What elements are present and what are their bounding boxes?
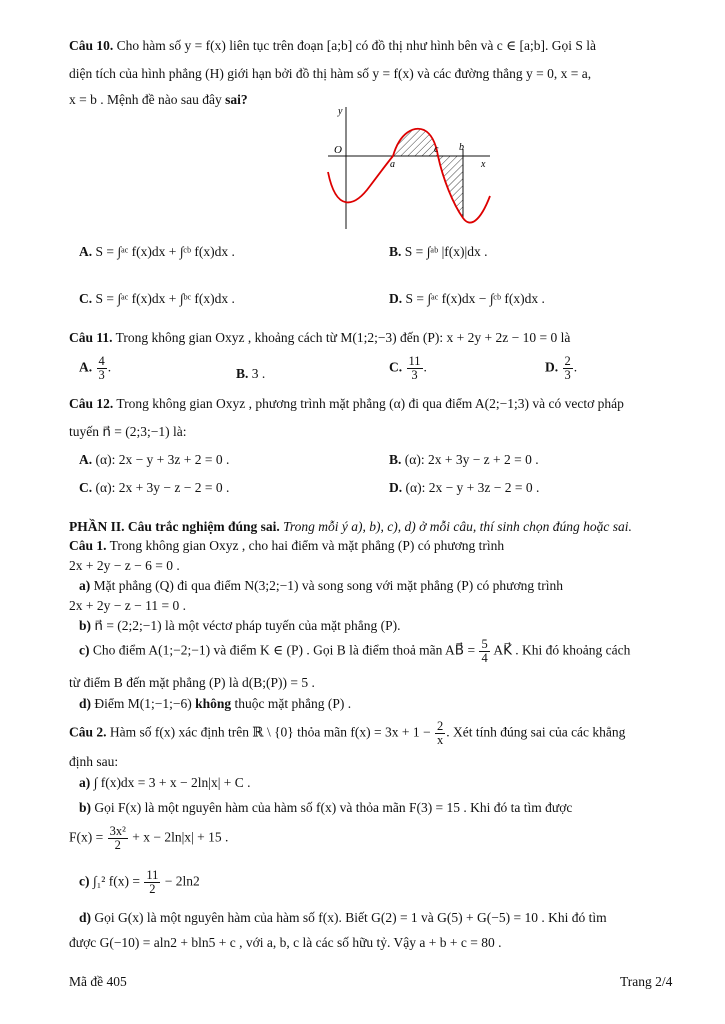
p2q1-stem [69,538,504,554]
p2q1-d-text-pre: Điểm M(1;−1;−6) [94,696,196,711]
q11-d-den: 3 [564,368,571,383]
q10-option-a[interactable] [79,244,235,260]
q11-text: Trong không gian Oxyz , khoảng cách từ M(1;2;−3) đến (P): x + 2y + 2z − 10 = 0 là [115,330,571,345]
q10-option-d-text: S = ∫ᵃᶜ f(x)dx − ∫ᶜᵇ f(x)dx . [405,291,545,306]
p2q1-b-label: b) [79,618,92,633]
p2q1-a[interactable] [79,578,563,594]
p2q1-c[interactable] [79,638,630,665]
p2q1-text-1: Trong không gian Oxyz , cho hai điểm và mặt phẳng (P) có phương trình [109,538,505,553]
p2q1-a-line2: 2x + 2y − z − 11 = 0 . [69,598,186,613]
q12-option-a-label: A. [79,452,93,467]
p2q1-c-num: 5 [481,637,488,651]
p2q2-d[interactable] [79,910,607,926]
p2q2-line2: định sau: [69,754,119,769]
q10-text-3: x = b . Mệnh đề nào sau đây [69,92,226,107]
p2q2-b-label: b) [79,800,92,815]
q11-c-den: 3 [411,368,418,383]
footer-page-number: Trang 2/4 [620,974,673,989]
q11-option-d-label: D. [545,359,559,375]
label-c: c [434,144,439,155]
q12-option-b-text: (α): 2x + 3y − z + 2 = 0 . [404,452,539,467]
p2q1-c-den: 4 [481,651,488,666]
p2q2-b-den: 2 [114,838,121,853]
p2q2-b-text: Gọi F(x) là một nguyên hàm của hàm số f(x) và thỏa mãn F(3) = 15 . Khi đó ta tìm được [94,800,573,815]
p2q1-c-fraction [479,638,489,665]
q11-label: Câu 11. [69,330,113,345]
p2q2-a[interactable] [79,775,251,791]
p2q1-c-line2: từ điểm B đến mặt phẳng (P) là d(B;(P)) = 5 . [69,675,315,690]
p2q1-b[interactable] [79,618,401,634]
p2q1-d[interactable] [79,696,351,712]
p2q2-c-den: 2 [149,882,156,897]
p2q1-b-text: n⃗ = (2;2;−1) là một véctơ pháp tuyến của mặt phẳng (P). [94,618,401,633]
q11-option-c-label: C. [389,359,403,375]
p2q2-label: Câu 2. [69,724,107,740]
q10-option-c-label: C. [79,291,93,306]
q11-option-b-label: B. [236,366,249,381]
q12-label: Câu 12. [69,396,114,411]
label-o: O [334,144,342,156]
p2q2-a-label: a) [79,775,91,790]
p2q1-d-emphasis: không [195,696,232,711]
q10-option-c[interactable] [79,291,235,307]
q11-option-d-fraction [563,355,573,382]
q11-stem [69,330,570,346]
q10-label: Câu 10. [69,38,114,53]
q11-option-d[interactable]: D. $\frac{2}{3}$ . [545,354,578,383]
p2q2-c-post: − 2ln2 [164,873,200,889]
p2q1-d-label: d) [79,696,92,711]
p2q2-a-text: ∫ f(x)dx = 3 + x − 2ln|x| + C . [93,775,251,790]
label-y: y [338,106,343,117]
p2q2-d-label: d) [79,910,92,925]
q11-option-c-fraction [407,355,423,382]
q12-option-d[interactable] [389,480,539,496]
part2-heading [69,519,632,535]
q10-option-d-label: D. [389,291,403,306]
q12-option-c[interactable] [79,480,229,496]
footer-exam-code: Mã đề 405 [69,974,127,989]
q11-d-num: 2 [564,354,571,368]
q12-option-d-text: (α): 2x − y + 3z − 2 = 0 . [405,480,540,495]
function-graph-figure [318,104,498,234]
q12-option-d-label: D. [389,480,403,495]
p2q2-b[interactable] [79,800,572,816]
p2q2-c-label: c) [79,873,90,889]
q10-sai-emphasis: sai? [225,92,248,107]
q10-option-b-label: B. [389,244,402,259]
p2q2-text-post: . Xét tính đúng sai của các khẳng [446,724,626,740]
p2q2-b-num: 3x² [109,824,126,838]
q10-option-b-text: S = ∫ᵃᵇ |f(x)|dx . [404,244,488,259]
q10-option-c-text: S = ∫ᵃᶜ f(x)dx + ∫ᵇᶜ f(x)dx . [95,291,235,306]
hatched-area-c-b [438,156,463,218]
p2q2-b-formula [69,825,228,852]
q10-option-b[interactable] [389,244,487,260]
p2q2-f-den: x [436,733,444,748]
q10-option-a-text: S = ∫ᵃᶜ f(x)dx + ∫ᶜᵇ f(x)dx . [95,244,235,259]
p2q2-c-num: 11 [146,868,159,882]
p2q2-b-fraction [108,825,128,852]
q10-line1 [69,38,596,54]
p2q2-c[interactable] [79,869,200,896]
label-x: x [481,159,486,170]
part2-title: PHẦN II. Câu trắc nghiệm đúng sai. [69,519,280,534]
p2q1-a-label: a) [79,578,91,593]
p2q1-line2: 2x + 2y − z − 6 = 0 . [69,558,180,573]
q12-option-a-text: (α): 2x − y + 3z + 2 = 0 . [95,452,230,467]
q11-a-den: 3 [98,368,105,383]
p2q1-c-label: c) [79,642,90,658]
q11-option-a[interactable]: A. $\frac{4}{3}$ . [79,354,112,383]
q11-option-b-text: 3 . [251,366,266,381]
p2q1-d-text-post: thuộc mặt phẳng (P) . [231,696,352,711]
p2q1-c-text-post: AK⃗ . Khi đó khoảng cách [493,642,631,658]
q10-option-d[interactable] [389,291,545,307]
q12-option-b[interactable] [389,452,539,468]
q12-text-1: Trong không gian Oxyz , phương trình mặt phẳng (α) đi qua điểm A(2;−1;3) và có vectơ pháp [116,396,624,411]
p2q2-stem [69,720,625,747]
p2q2-c-fraction [144,869,160,896]
q10-text-1: Cho hàm số y = f(x) liên tục trên đoạn [a;b] có đồ thị như hình bên và c ∈ [a;b]. Gọi S là [116,38,596,53]
p2q1-a-text: Mặt phẳng (Q) đi qua điểm N(3;2;−1) và song song với mặt phẳng (P) có phương trình [93,578,564,593]
p2q1-label: Câu 1. [69,538,107,553]
p2q2-f-num: 2 [436,719,444,733]
q12-option-c-label: C. [79,480,93,495]
q12-line2: tuyến n⃗ = (2;3;−1) là: [69,424,187,439]
q11-option-a-label: A. [79,359,93,375]
p2q2-b-post: + x − 2ln|x| + 15 . [132,829,229,845]
q11-option-b[interactable] [236,366,265,382]
q11-a-num: 4 [98,354,105,368]
p2q2-text-pre: Hàm số f(x) xác định trên ℝ \ {0} thỏa mãn f(x) = 3x + 1 − [109,724,431,740]
label-a: a [390,159,395,170]
q11-c-num: 11 [408,354,421,368]
q11-option-a-fraction [97,355,107,382]
p2q2-fraction [435,720,445,747]
p2q2-d-text-1: Gọi G(x) là một nguyên hàm của hàm số f(x). Biết G(2) = 1 và G(5) + G(−5) = 10 . Khi đó tìm [94,910,607,925]
q10-option-a-label: A. [79,244,93,259]
q11-option-c[interactable]: C. $\frac{11}{3}$ . [389,354,427,383]
p2q2-d-line2: được G(−10) = aln2 + bln5 + c , với a, b, c là các số hữu tỷ. Vậy a + b + c = 80 . [69,935,502,950]
p2q1-c-text-pre: Cho điểm A(1;−2;−1) và điểm K ∈ (P) . Gọi B là điểm thoả mãn AB⃗ = [92,642,476,658]
q10-line2: diện tích của hình phẳng (H) giới hạn bởi đồ thị hàm số y = f(x) và các đường thẳng y = 0, x = a, [69,66,592,81]
q12-option-c-text: (α): 2x + 3y − z − 2 = 0 . [95,480,230,495]
q12-option-b-label: B. [389,452,402,467]
label-b: b [459,142,464,153]
p2q2-b-pre: F(x) = [69,829,104,845]
part2-subtitle: Trong mỗi ý a), b), c), d) ở mỗi câu, thí sinh chọn đúng hoặc sai. [283,519,632,534]
q12-line1 [69,396,624,412]
hatched-area-a-c [393,129,438,156]
p2q2-c-pre: ∫₁² f(x) = [92,873,140,889]
q10-line3 [69,92,248,108]
q12-option-a[interactable] [79,452,229,468]
